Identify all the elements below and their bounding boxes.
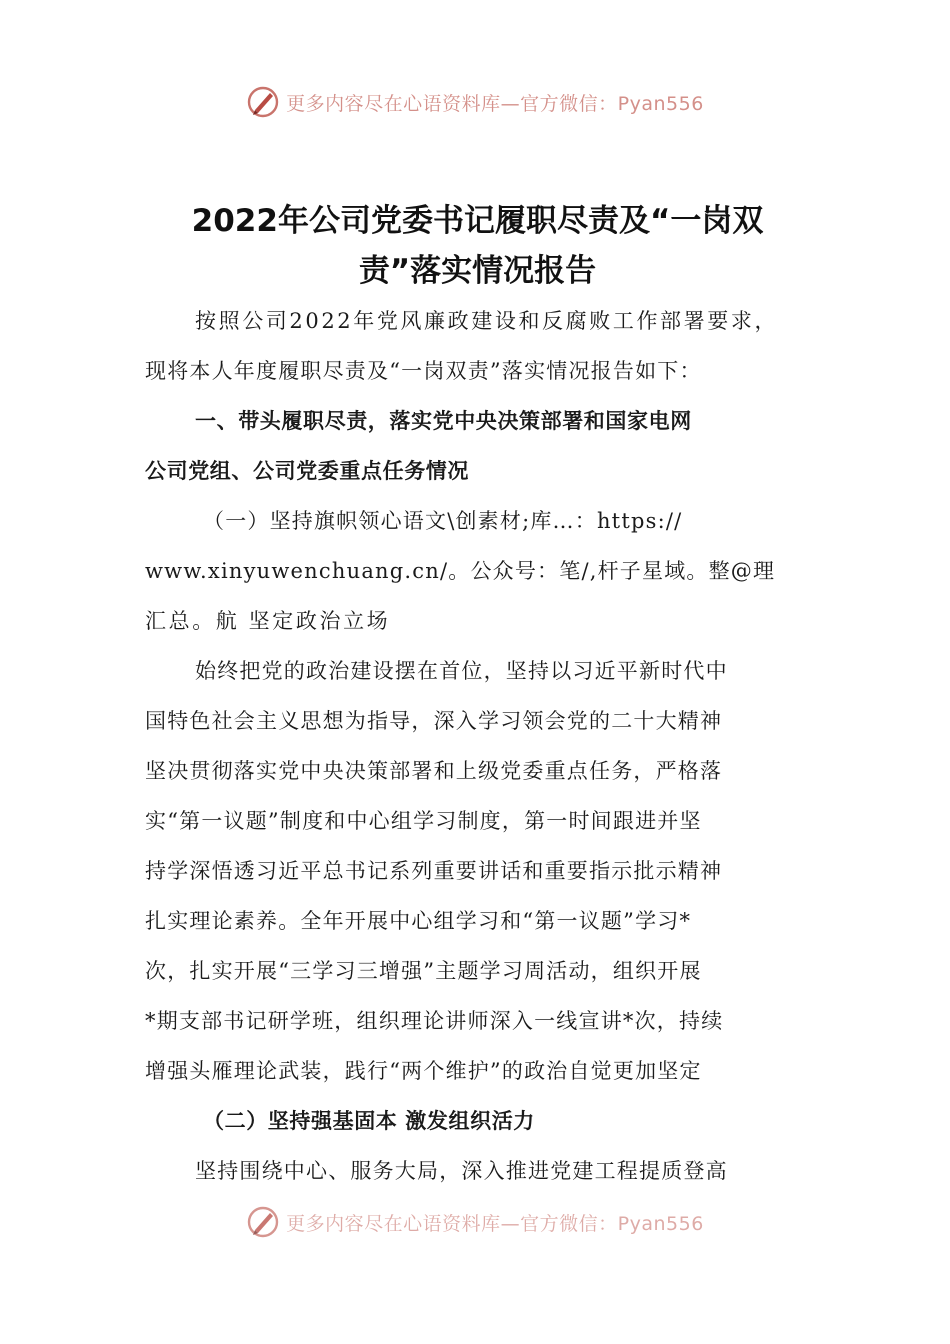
document-body (145, 296, 810, 1196)
paragraph-1-line-6: 扎实理论素养。全年开展中心组学习和“第一议题”学习* (145, 909, 692, 933)
document-title (145, 196, 810, 296)
paragraph-1-line-9: 增强头雁理论武装，践行“两个维护”的政治自觉更加坚定 (145, 1059, 702, 1083)
subheading-2: （二）坚持强基固本 激发组织活力 (203, 1109, 535, 1133)
watermark-text: 更多内容尽在心语资料库—官方微信：Pyan556 (286, 1212, 704, 1235)
pen-logo-icon (246, 1205, 280, 1239)
title-line-1: 2022年公司党委书记履职尽责及“一岗双 (191, 203, 764, 239)
section-heading-1-line-2: 公司党组、公司党委重点任务情况 (145, 459, 469, 483)
paragraph-1-line-1: 始终把党的政治建设摆在首位，坚持以习近平新时代中 (195, 659, 728, 683)
watermark-text: 更多内容尽在心语资料库—官方微信：Pyan556 (286, 92, 704, 115)
subheading-1-line-1: （一）坚持旗帜领心语文\创素材;库…：https:// (203, 509, 683, 533)
intro-line-1: 按照公司2022年党风廉政建设和反腐败工作部署要求， (195, 309, 779, 333)
intro-line-2: 现将本人年度履职尽责及“一岗双责”落实情况报告如下： (145, 359, 702, 383)
paragraph-1-line-3: 坚决贯彻落实党中央决策部署和上级党委重点任务，严格落 (145, 759, 723, 783)
paragraph-2-line-1: 坚持围绕中心、服务大局，深入推进党建工程提质登高 (195, 1159, 728, 1183)
subheading-1-line-3: 汇总。航 坚定政治立场 (145, 609, 391, 633)
paragraph-1-line-8: *期支部书记研学班，组织理论讲师深入一线宣讲*次，持续 (145, 1009, 724, 1033)
watermark-footer (0, 1204, 950, 1240)
paragraph-1-line-2: 国特色社会主义思想为指导，深入学习领会党的二十大精神 (145, 709, 723, 733)
title-line-2: 责”落实情况报告 (358, 253, 597, 289)
paragraph-1-line-5: 持学深悟透习近平总书记系列重要讲话和重要指示批示精神 (145, 859, 723, 883)
paragraph-1-line-4: 实“第一议题”制度和中心组学习制度，第一时间跟进并坚 (145, 809, 702, 833)
subheading-1-line-2: www.xinyuwenchuang.cn/。公众号：笔/,杆子星域。整@理 (145, 559, 776, 583)
watermark-header (0, 84, 950, 120)
pen-logo-icon (246, 85, 280, 119)
section-heading-1-line-1: 一、带头履职尽责，落实党中央决策部署和国家电网 (195, 409, 692, 433)
paragraph-1-line-7: 次，扎实开展“三学习三增强”主题学习周活动，组织开展 (145, 959, 702, 983)
